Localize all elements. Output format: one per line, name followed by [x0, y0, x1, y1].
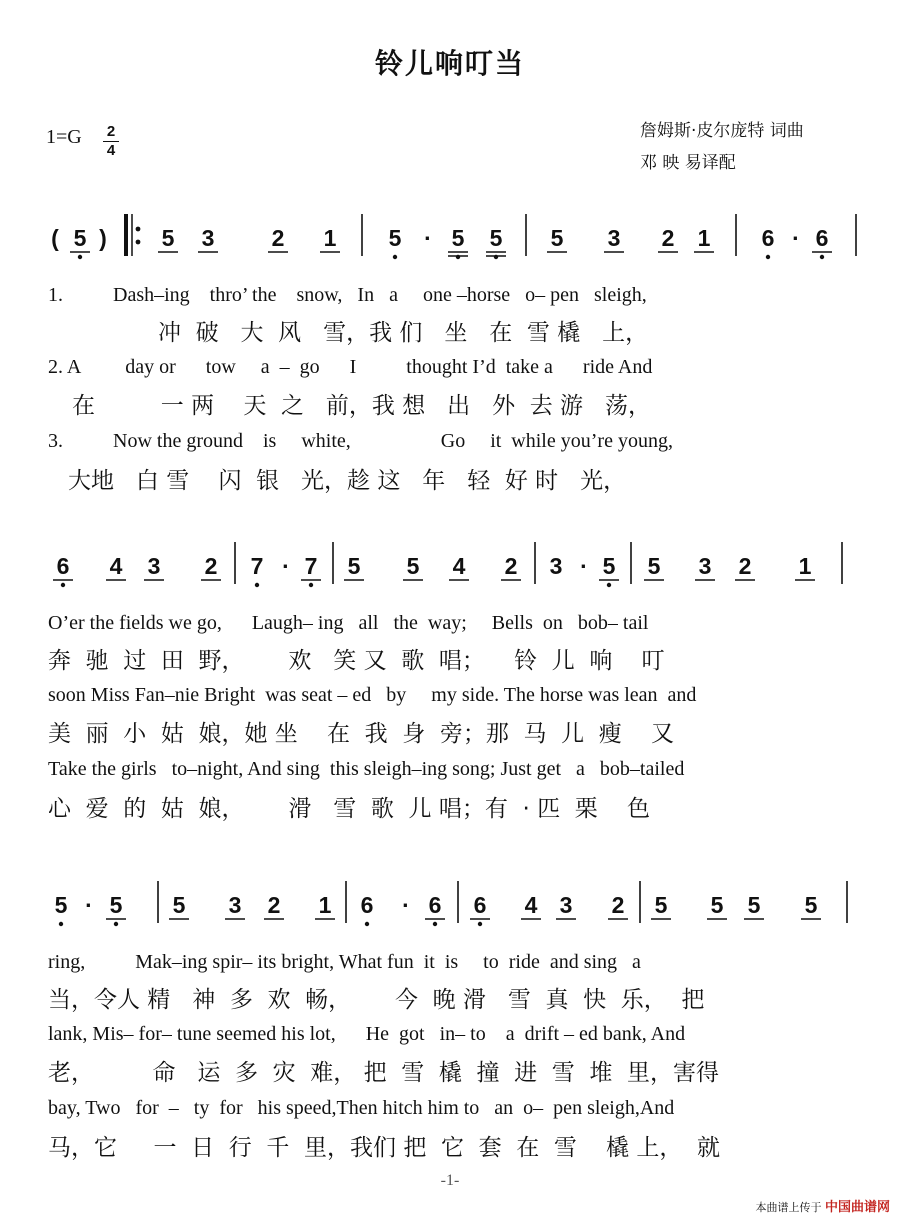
- note-0-17: 6: [815, 225, 829, 251]
- note-1-0: 6: [56, 553, 70, 579]
- note-0-10: 5: [489, 225, 503, 251]
- note-2-13: 2: [611, 892, 625, 918]
- octave-dot-1-4: [255, 583, 259, 587]
- lyric-line-zh-1-1: 奔 驰 过 田 野， 欢 笑 又 歌 唱； 铃 儿 响 叮: [48, 648, 665, 674]
- note-2-7: 6: [360, 892, 374, 918]
- note-2-9: 6: [428, 892, 442, 918]
- note-0-7: 5: [388, 225, 402, 251]
- credit-translator: 邓 映 易译配: [640, 153, 736, 173]
- octave-dot-2-2: [114, 922, 118, 926]
- note-1-7: 5: [347, 553, 361, 579]
- lyric-line-zh-2-2: 老， 命 运 多 灾 难， 把 雪 橇 撞 进 雪 堆 里，害得: [48, 1060, 719, 1086]
- time-signature-bottom: 4: [106, 142, 116, 159]
- note-0-6: 1: [323, 225, 337, 251]
- note-2-1: ·: [85, 892, 93, 918]
- note-2-2: 5: [109, 892, 123, 918]
- lyric-line-en-0-3: 3. Now the ground is white, Go it while you’re young,: [48, 430, 673, 452]
- source-credit: [755, 1196, 890, 1215]
- note-1-10: 2: [504, 553, 518, 579]
- octave-dot-0-17: [820, 255, 824, 259]
- lyric-line-zh-0-1: 冲 破 大 风 雪，我 们 坐 在 雪 橇 上，: [158, 320, 649, 346]
- note-0-16: ·: [792, 225, 800, 251]
- note-1-14: 5: [647, 553, 661, 579]
- note-0-0: (: [51, 225, 59, 251]
- note-0-14: 1: [697, 225, 711, 251]
- octave-dot-2-9: [433, 922, 437, 926]
- lyric-line-zh-1-2: 美 丽 小 姑 娘，她 坐 在 我 身 旁；那 马 儿 瘦 又: [48, 721, 675, 747]
- note-0-2: ): [99, 225, 107, 251]
- note-1-13: 5: [602, 553, 616, 579]
- lyric-line-zh-0-3: 大地 白 雪 闪 银 光，趁 这 年 轻 好 时 光，: [68, 468, 627, 494]
- source-prefix: 本曲谱上传于: [755, 1201, 822, 1214]
- octave-dot-1-13: [607, 583, 611, 587]
- octave-dot-0-1: [78, 255, 82, 259]
- note-0-15: 6: [761, 225, 775, 251]
- note-2-8: ·: [402, 892, 410, 918]
- lyric-line-en-2-3: bay, Two for – ty for his speed,Then hitch him to an o– pen sleigh,And: [48, 1097, 675, 1119]
- lyric-line-zh-0-2: 在 一 两 天 之 前，我 想 出 外 去 游 荡，: [72, 393, 651, 419]
- note-2-4: 3: [228, 892, 242, 918]
- note-1-2: 3: [147, 553, 161, 579]
- note-1-9: 4: [452, 553, 466, 579]
- lyric-line-en-0-2: 2. A day or tow a – go I thought I’d take a ride And: [48, 356, 653, 378]
- source-site-logo: 中国曲谱网: [824, 1200, 890, 1215]
- note-2-15: 5: [710, 892, 724, 918]
- octave-dot-1-6: [309, 583, 313, 587]
- octave-dot-2-10: [478, 922, 482, 926]
- lyric-line-zh-2-1: 当，令人 精 神 多 欢 畅， 今 晚 滑 雪 真 快 乐， 把: [48, 987, 705, 1013]
- note-1-16: 2: [738, 553, 752, 579]
- note-1-4: 7: [250, 553, 264, 579]
- page-number: -1-: [440, 1172, 460, 1189]
- note-0-1: 5: [73, 225, 87, 251]
- note-0-13: 2: [661, 225, 675, 251]
- note-1-17: 1: [798, 553, 812, 579]
- lyric-line-en-2-1: ring, Mak–ing spir– its bright, What fun it is to ride and sing a: [48, 951, 641, 973]
- note-0-4: 3: [201, 225, 215, 251]
- note-2-3: 5: [172, 892, 186, 918]
- lyric-line-en-0-1: 1. Dash–ing thro’ the snow, In a one –horse o– pen sleigh,: [48, 284, 647, 306]
- lyric-line-en-1-3: Take the girls to–night, And sing this sleigh–ing song; Just get a bob–tailed: [48, 758, 685, 780]
- note-1-6: 7: [304, 553, 318, 579]
- note-2-16: 5: [747, 892, 761, 918]
- note-2-14: 5: [654, 892, 668, 918]
- lyric-line-zh-1-3: 心 爱 的 姑 娘， 滑 雪 歌 儿 唱；有 · 匹 栗 色: [48, 796, 650, 822]
- time-signature-top: 2: [106, 123, 116, 140]
- note-0-8: ·: [424, 225, 432, 251]
- credit-composer: 詹姆斯·皮尔庞特 词曲: [640, 121, 804, 141]
- note-2-12: 3: [559, 892, 573, 918]
- note-0-11: 5: [550, 225, 564, 251]
- octave-dot-2-7: [365, 922, 369, 926]
- note-2-6: 1: [318, 892, 332, 918]
- note-1-1: 4: [109, 553, 123, 579]
- note-1-11: 3: [549, 553, 563, 579]
- octave-dot-0-15: [766, 255, 770, 259]
- note-1-12: ·: [580, 553, 588, 579]
- note-2-11: 4: [524, 892, 538, 918]
- page-title: 铃儿响叮当: [374, 47, 525, 80]
- lyric-line-zh-2-3: 马，它 一 日 行 千 里，我们 把 它 套 在 雪 橇 上， 就: [48, 1135, 721, 1161]
- repeat-dot-bottom: [136, 240, 141, 245]
- note-1-15: 3: [698, 553, 712, 579]
- note-0-12: 3: [607, 225, 621, 251]
- note-2-5: 2: [267, 892, 281, 918]
- note-0-3: 5: [161, 225, 175, 251]
- lyric-line-en-1-2: soon Miss Fan–nie Bright was seat – ed by my side. The horse was lean and: [48, 684, 697, 706]
- note-2-17: 5: [804, 892, 818, 918]
- repeat-thick-bar: [124, 214, 128, 256]
- note-2-10: 6: [473, 892, 487, 918]
- key-signature: 1=G: [46, 126, 82, 148]
- note-1-8: 5: [406, 553, 420, 579]
- note-2-0: 5: [54, 892, 68, 918]
- lyric-line-en-1-1: O’er the fields we go, Laugh– ing all the way; Bells on bob– tail: [48, 612, 649, 634]
- octave-dot-0-7: [393, 255, 397, 259]
- octave-dot-2-0: [59, 922, 63, 926]
- note-1-3: 2: [204, 553, 218, 579]
- lyric-line-en-2-2: lank, Mis– for– tune seemed his lot, He got in– to a drift – ed bank, And: [48, 1023, 686, 1045]
- note-0-5: 2: [271, 225, 285, 251]
- repeat-dot-top: [136, 227, 141, 232]
- note-0-9: 5: [451, 225, 465, 251]
- note-1-5: ·: [282, 553, 290, 579]
- octave-dot-1-0: [61, 583, 65, 587]
